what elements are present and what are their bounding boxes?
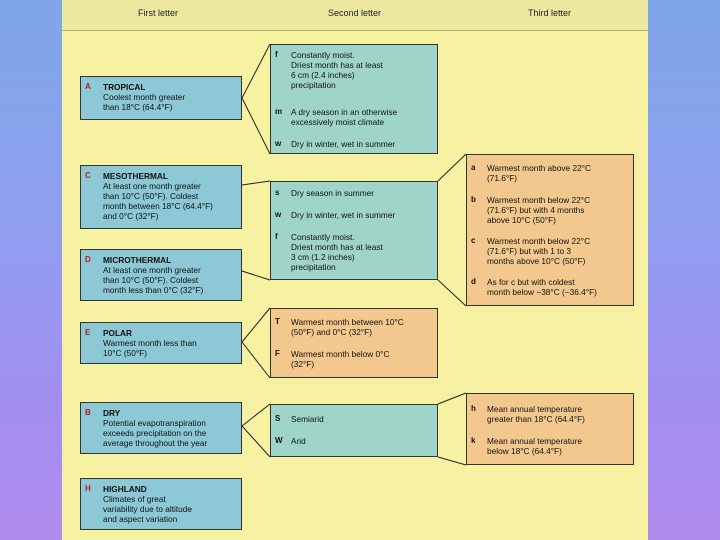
- code-description: Mean annual temperature greater than 18°C (64.4°F): [487, 404, 585, 424]
- code-description: Warmest month above 22°C (71.6°F): [487, 163, 591, 183]
- code-letter: W: [275, 436, 283, 445]
- code-description: Arid: [291, 436, 306, 446]
- code-description: Dry season in summer: [291, 188, 374, 198]
- group-title: TROPICAL: [103, 82, 146, 92]
- third-letter-box-2: [466, 393, 634, 465]
- code-description: As for c but with coldest month below −38°C (−36.4°F): [487, 277, 597, 297]
- group-letter: E: [85, 328, 91, 337]
- code-description: Warmest month below 0°C (32°F): [291, 349, 390, 369]
- third-letter-box-1: [466, 154, 634, 306]
- group-letter: A: [85, 82, 91, 91]
- group-letter: C: [85, 171, 91, 180]
- group-title: DRY: [103, 408, 121, 418]
- code-letter: f: [275, 232, 278, 241]
- code-letter: m: [275, 107, 283, 116]
- code-description: Warmest month below 22°C (71.6°F) but with 1 to 3 months above 10°C (50°F): [487, 236, 591, 266]
- code-description: Warmest month below 22°C (71.6°F) but with 4 months above 10°C (50°F): [487, 195, 591, 225]
- group-title: MICROTHERMAL: [103, 255, 172, 265]
- code-letter: S: [275, 414, 281, 423]
- first-letter-header: First letter: [138, 8, 179, 18]
- code-letter: F: [275, 349, 280, 358]
- code-description: Semiarid: [291, 414, 324, 424]
- code-description: Dry in winter, wet in summer: [291, 139, 396, 149]
- code-letter: w: [275, 210, 282, 219]
- group-highland-box: [80, 478, 242, 530]
- group-description: At least one month greater than 10°C (50°F). Coldest month less than 0°C (32°F): [103, 265, 204, 295]
- code-letter: f: [275, 50, 278, 59]
- code-description: Dry in winter, wet in summer: [291, 210, 396, 220]
- second-letter-header: Second letter: [328, 8, 382, 18]
- code-letter: c: [471, 236, 476, 245]
- group-description: Potential evapotranspiration exceeds precipitation on the average throughout the year: [103, 418, 208, 448]
- group-letter: H: [85, 484, 91, 493]
- code-letter: T: [275, 317, 280, 326]
- code-description: Mean annual temperature below 18°C (64.4°F): [487, 436, 583, 456]
- third-letter-header: Third letter: [528, 8, 572, 18]
- code-description: Constantly moist. Driest month has at least 6 cm (2.4 inches) precipitation: [291, 50, 383, 90]
- code-letter: w: [275, 139, 282, 148]
- group-microthermal-box: [80, 249, 242, 301]
- group-description: Climates of great variability due to altitude and aspect variation: [103, 494, 193, 524]
- group-title: HIGHLAND: [103, 484, 147, 494]
- group-letter: D: [85, 255, 91, 264]
- code-letter: h: [471, 404, 476, 413]
- group-polar-box: [80, 322, 242, 364]
- group-title: POLAR: [103, 328, 133, 338]
- group-mesothermal-box: [80, 165, 242, 229]
- code-letter: b: [471, 195, 476, 204]
- slide: [62, 0, 648, 540]
- code-letter: a: [471, 163, 476, 172]
- code-description: Warmest month between 10°C (50°F) and 0°C (32°F): [291, 317, 404, 337]
- group-dry-box: [80, 402, 242, 454]
- second-letter-box-4: [270, 404, 438, 457]
- code-description: Constantly moist. Driest month has at least 3 cm (1.2 inches) precipitation: [291, 232, 383, 272]
- second-letter-box-2: [270, 181, 438, 280]
- group-description: At least one month greater than 10°C (50°F). Coldest month between 18°C (64.4°F) and 0°C (32°F): [103, 181, 213, 221]
- group-description: Coolest month greater than 18°C (64.4°F): [103, 92, 186, 112]
- code-letter: k: [471, 436, 476, 445]
- second-letter-box-3: [270, 308, 438, 378]
- code-letter: d: [471, 277, 476, 286]
- group-title: MESOTHERMAL: [103, 171, 168, 181]
- group-letter: B: [85, 408, 91, 417]
- second-letter-box-1: [270, 44, 438, 154]
- code-letter: s: [275, 188, 280, 197]
- code-description: A dry season in an otherwise excessively moist climate: [291, 107, 398, 127]
- group-description: Warmest month less than 10°C (50°F): [103, 338, 197, 358]
- group-tropical-box: [80, 76, 242, 120]
